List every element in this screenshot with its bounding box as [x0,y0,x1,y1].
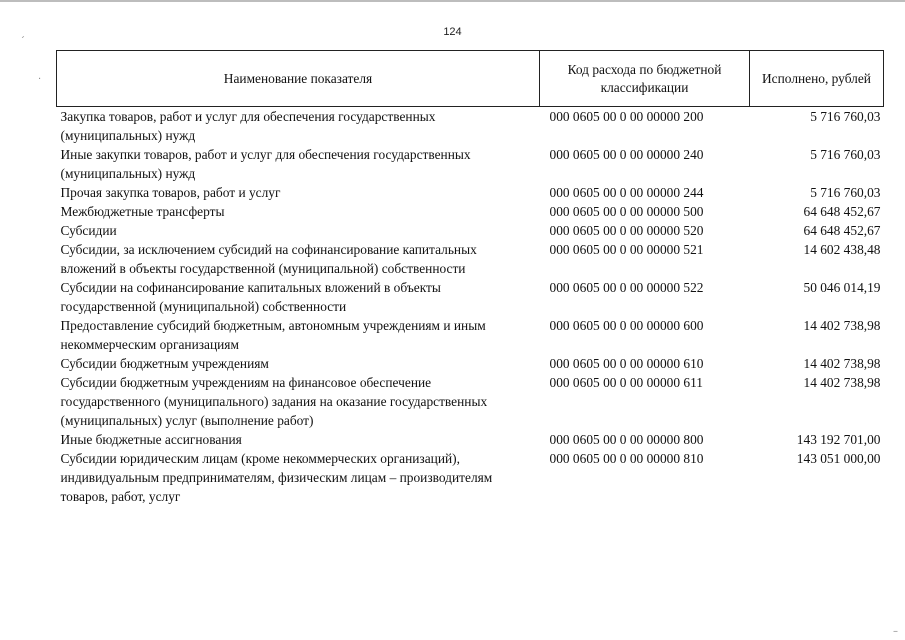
row-name: Предоставление субсидий бюджетным, автономным учреждениям и иным некоммерческим организациям [60,318,486,352]
page-number: 124 [443,26,462,38]
row-name: Межбюджетные трансферты [60,204,225,219]
table-row [57,278,884,316]
table-row [57,316,884,354]
table-row [57,145,884,183]
page-top-border [0,0,905,2]
row-code: 000 0605 00 0 00 00000 522 [549,280,704,295]
row-name: Прочая закупка товаров, работ и услуг [60,185,281,200]
scan-speck: – [893,626,898,637]
header-row [57,51,884,107]
row-code: 000 0605 00 0 00 00000 521 [549,242,704,257]
header-name: Наименование показателя [57,51,540,107]
table-row [57,240,884,278]
budget-execution-table [56,50,884,506]
row-name: Субсидии на софинансирование капитальных вложений в объекты государственной (муниципальной) собственности [60,280,441,314]
row-amount: 143 192 701,00 [796,432,881,447]
row-code: 000 0605 00 0 00 00000 500 [549,204,704,219]
table-row [57,430,884,449]
row-name: Субсидии, за исключением субсидий на софинансирование капитальных вложений в объекты государственной (муниципальной) собственности [60,242,477,276]
row-amount: 50 046 014,19 [803,280,881,295]
row-code: 000 0605 00 0 00 00000 810 [549,451,704,466]
row-amount: 64 648 452,67 [803,223,881,238]
row-code: 000 0605 00 0 00 00000 240 [549,147,704,162]
row-name: Иные закупки товаров, работ и услуг для обеспечения государственных (муниципальных) нужд [60,147,471,181]
table-row [57,373,884,430]
row-code: 000 0605 00 0 00 00000 611 [549,375,703,390]
header-amount: Исполнено, рублей [750,51,884,107]
row-amount: 14 602 438,48 [803,242,881,257]
row-amount: 64 648 452,67 [803,204,881,219]
table-row [57,221,884,240]
row-code: 000 0605 00 0 00 00000 800 [549,432,704,447]
row-name: Иные бюджетные ассигнования [60,432,242,447]
header-code: Код расхода по бюджетной классификации [540,51,750,107]
row-amount: 14 402 738,98 [803,318,881,333]
row-amount: 5 716 760,03 [810,147,881,162]
table-header [57,51,884,107]
table-row [57,449,884,506]
row-amount: 14 402 738,98 [803,356,881,371]
table-row [57,202,884,221]
row-code: 000 0605 00 0 00 00000 610 [549,356,704,371]
row-amount: 143 051 000,00 [796,451,881,466]
row-amount: 5 716 760,03 [810,109,881,124]
row-code: 000 0605 00 0 00 00000 244 [549,185,704,200]
table-row [57,107,884,146]
row-name: Субсидии [60,223,117,238]
scan-speck: ´ [20,36,25,47]
row-code: 000 0605 00 0 00 00000 600 [549,318,704,333]
table-row [57,354,884,373]
scan-speck: · [38,74,42,85]
row-code: 000 0605 00 0 00 00000 520 [549,223,704,238]
table-row [57,183,884,202]
row-name: Субсидии бюджетным учреждениям на финансовое обеспечение государственного (муниципального) задания на оказание государственных (муниципальных) услуг (выполнение работ) [60,375,488,428]
row-amount: 14 402 738,98 [803,375,881,390]
row-name: Субсидии юридическим лицам (кроме некоммерческих организаций), индивидуальным предпринимателям, физическим лицам – производителям товаров, работ, услуг [60,451,493,504]
row-code: 000 0605 00 0 00 00000 200 [549,109,704,124]
row-name: Закупка товаров, работ и услуг для обеспечения государственных (муниципальных) нужд [60,109,436,143]
table-body [57,107,884,507]
row-name: Субсидии бюджетным учреждениям [60,356,269,371]
row-amount: 5 716 760,03 [810,185,881,200]
